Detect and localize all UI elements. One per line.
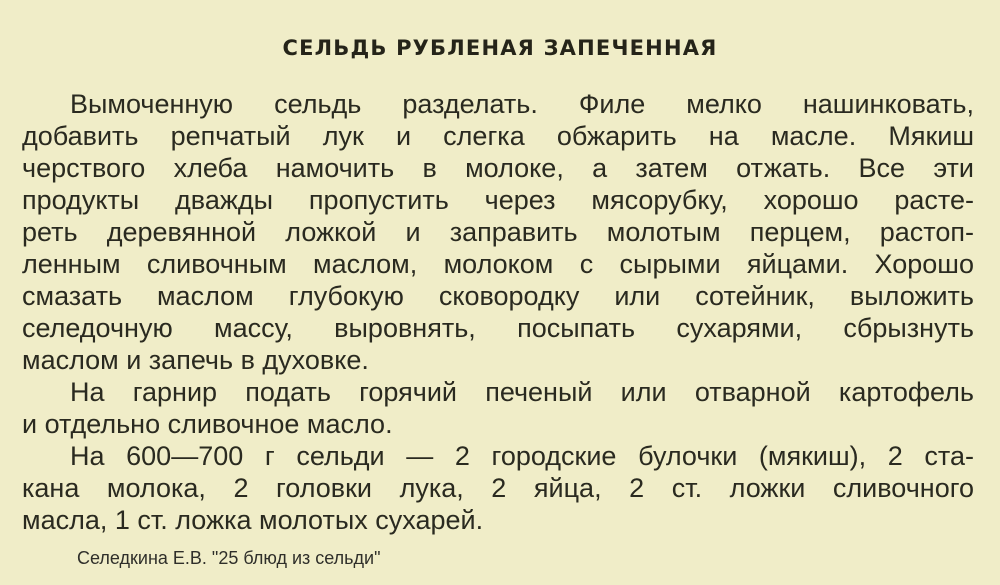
text-line: масла, 1 ст. ложка молотых сухарей.: [22, 505, 484, 535]
text-line: На гарнир подать горячий печеный или отварной картофель: [70, 377, 974, 407]
text-line: ленным сливочным маслом, молоком с сырыми яйцами. Хорошо: [22, 249, 974, 279]
text-line: кана молока, 2 головки лука, 2 яйца, 2 ст. ложки сливочного: [22, 473, 974, 503]
source-caption: Селедкина Е.В. "25 блюд из сельди": [77, 548, 381, 568]
text-line: селедочную массу, выровнять, посыпать сухарями, сбрызнуть: [22, 313, 974, 343]
text-line: Вымоченную сельдь разделать. Филе мелко нашинковать,: [70, 89, 974, 119]
text-line: и отдельно сливочное масло.: [22, 409, 393, 439]
text-line: реть деревянной ложкой и заправить молотым перцем, растоп-: [22, 217, 974, 247]
text-line: продукты дважды пропустить через мясорубку, хорошо расте-: [22, 185, 974, 215]
recipe-title: СЕЛЬДЬ РУБЛЕНАЯ ЗАПЕЧЕННАЯ: [282, 36, 718, 60]
text-line: добавить репчатый лук и слегка обжарить на масле. Мякиш: [22, 121, 974, 151]
text-line: маслом и запечь в духовке.: [22, 345, 369, 375]
text-line: На 600—700 г сельди — 2 городские булочки (мякиш), 2 ста-: [70, 441, 974, 471]
text-line: черствого хлеба намочить в молоке, а затем отжать. Все эти: [22, 153, 974, 183]
text-line: смазать маслом глубокую сковородку или сотейник, выложить: [22, 281, 974, 311]
